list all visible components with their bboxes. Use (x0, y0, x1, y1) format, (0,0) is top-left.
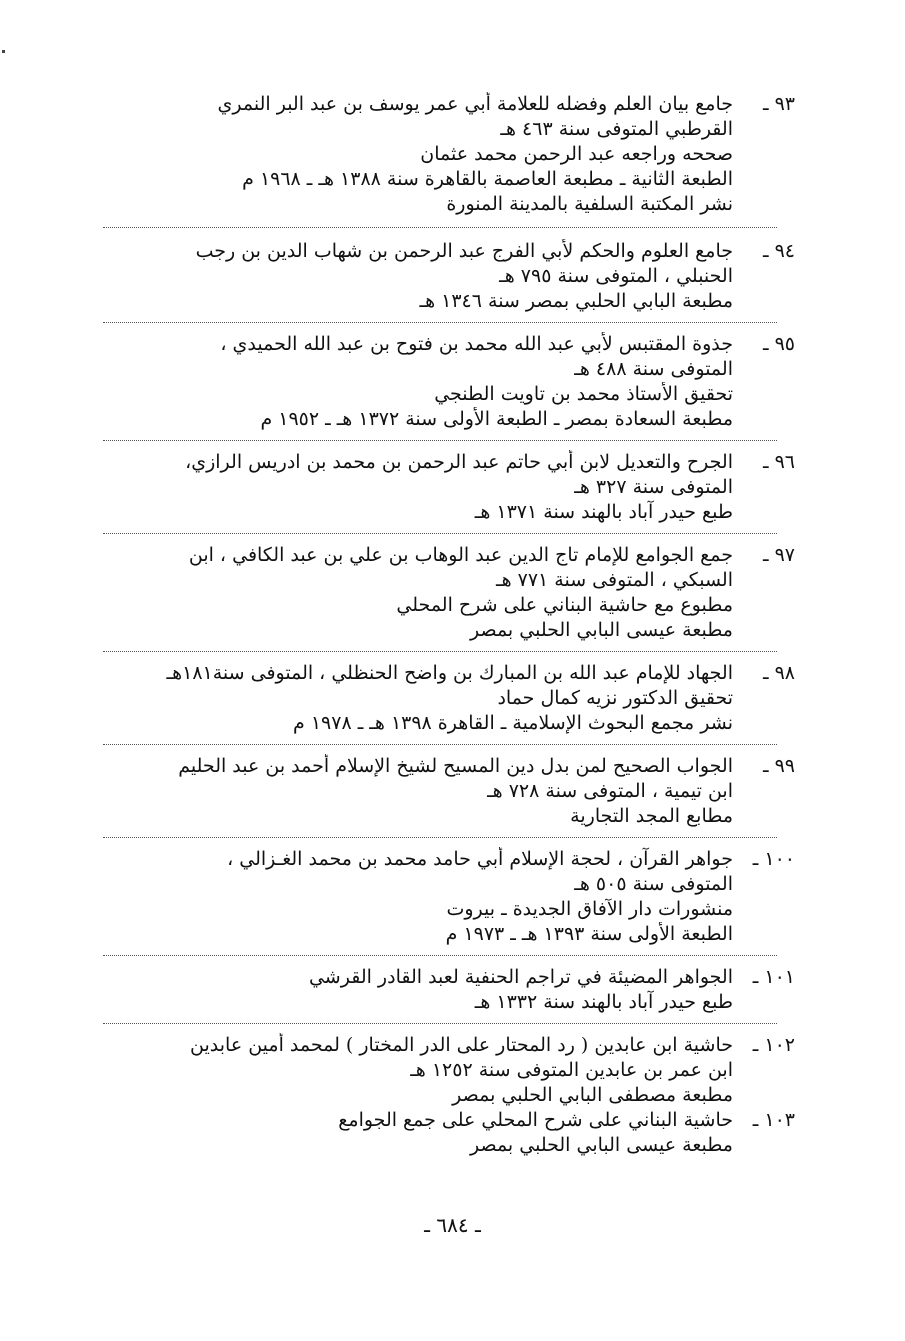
entry-detail-line: تحقيق الأستاذ محمد بن تاويت الطنجي (434, 383, 733, 405)
entry-detail-line: مطبعة عيسى البابي الحلبي بمصر (469, 1134, 733, 1156)
entry-detail-line: مطبعة عيسى البابي الحلبي بمصر (469, 619, 733, 641)
entry-title-line: جواهر القرآن ، لحجة الإسلام أبي حامد محمد بن محمد الغـزالي ، (227, 848, 733, 870)
entry-detail-line: الطبعة الأولى سنة ١٣٩٣ هـ ـ ١٩٧٣ م (445, 923, 733, 945)
bibliography-entry (95, 543, 795, 643)
bibliography-entry (95, 450, 795, 525)
entry-number: ٩٦ ـ (762, 451, 795, 473)
entry-title-line: الجرح والتعديل لابن أبي حاتم عبد الرحمن بن محمد بن ادريس الرازي، (185, 451, 733, 473)
bibliography-entry (95, 847, 795, 947)
entry-divider (103, 955, 777, 957)
entry-title-line: جذوة المقتبس لأبي عبد الله محمد بن فتوح بن عبد الله الحميدي ، (220, 333, 733, 355)
entry-divider (103, 837, 777, 839)
bibliography-entry (95, 332, 795, 432)
entry-detail-line: نشر مجمع البحوث الإسلامية ـ القاهرة ١٣٩٨ هـ ـ ١٩٧٨ م (293, 712, 733, 734)
entry-detail-line: صححه وراجعه عبد الرحمن محمد عثمان (420, 143, 733, 165)
entry-detail-line: مطبعة البابي الحلبي بمصر سنة ١٣٤٦ هـ (419, 290, 733, 312)
entry-number: ٩٣ ـ (762, 93, 795, 115)
entry-detail-line: السبكي ، المتوفى سنة ٧٧١ هـ (496, 569, 733, 591)
entry-title-line: جامع العلوم والحكم لأبي الفرج عبد الرحمن بن شهاب الدين بن رجب (195, 240, 733, 262)
entry-detail-line: المتوفى سنة ٣٢٧ هـ (574, 476, 733, 498)
entry-number: ١٠٠ ـ (752, 848, 795, 870)
entry-number: ١٠٢ ـ (752, 1034, 795, 1056)
bibliography-entry (95, 661, 795, 736)
entry-detail-line: طبع حيدر آباد بالهند سنة ١٣٣٢ هـ (474, 991, 733, 1013)
entry-detail-line: القرطبي المتوفى سنة ٤٦٣ هـ (500, 118, 733, 140)
bibliography-entry (95, 92, 795, 217)
entry-detail-line: ابن عمر بن عابدين المتوفى سنة ١٢٥٢ هـ (410, 1059, 733, 1081)
entry-detail-line: مطبعة مصطفى البابي الحلبي بمصر (452, 1084, 733, 1106)
entry-detail-line: مطبعة السعادة بمصر ـ الطبعة الأولى سنة ١٣٧٢ هـ ـ ١٩٥٢ م (260, 408, 733, 430)
bibliography-entry (95, 1108, 795, 1158)
margin-mark (2, 50, 5, 53)
page-number: ـ ٦٨٤ ـ (424, 1213, 481, 1237)
entry-divider (103, 744, 777, 746)
entry-title-line: الجهاد للإمام عبد الله بن المبارك بن واضح الحنظلي ، المتوفى سنة١٨١هـ (166, 662, 733, 684)
entry-detail-line: المتوفى سنة ٤٨٨ هـ (574, 358, 733, 380)
entry-title-line: حاشية البناني على شرح المحلي على جمع الجوامع (338, 1109, 733, 1131)
entry-detail-line: ابن تيمية ، المتوفى سنة ٧٢٨ هـ (487, 780, 733, 802)
bibliography-page (95, 92, 795, 1158)
entry-detail-line: الطبعة الثانية ـ مطبعة العاصمة بالقاهرة سنة ١٣٨٨ هـ ـ ١٩٦٨ م (242, 168, 733, 190)
entry-number: ٩٥ ـ (762, 333, 795, 355)
bibliography-entry (95, 1033, 795, 1108)
entry-number: ٩٧ ـ (762, 544, 795, 566)
entry-detail-line: المتوفى سنة ٥٠٥ هـ (574, 873, 733, 895)
entry-divider (103, 533, 777, 535)
bibliography-entry (95, 239, 795, 314)
bibliography-entry (95, 965, 795, 1015)
entry-number: ٩٨ ـ (762, 662, 795, 684)
entry-detail-line: الحنبلي ، المتوفى سنة ٧٩٥ هـ (499, 265, 733, 287)
entry-detail-line: طبع حيدر آباد بالهند سنة ١٣٧١ هـ (474, 501, 733, 523)
entry-number: ١٠٣ ـ (752, 1109, 795, 1131)
entry-divider (103, 227, 777, 229)
entry-detail-line: مطبوع مع حاشية البناني على شرح المحلي (396, 594, 733, 616)
entry-divider (103, 322, 777, 324)
entry-detail-line: تحقيق الدكتور نزيه كمال حماد (497, 687, 733, 709)
entry-number: ١٠١ ـ (752, 966, 795, 988)
entry-title-line: الجواهر المضيئة في تراجم الحنفية لعبد القادر القرشي (308, 966, 733, 988)
entry-title-line: الجواب الصحيح لمن بدل دين المسيح لشيخ الإسلام أحمد بن عبد الحليم (178, 755, 733, 777)
entry-divider (103, 440, 777, 442)
entry-number: ٩٤ ـ (762, 240, 795, 262)
entry-detail-line: منشورات دار الآفاق الجديدة ـ بيروت (446, 898, 733, 920)
entry-title-line: جامع بيان العلم وفضله للعلامة أبي عمر يوسف بن عبد البر النمري (217, 93, 733, 115)
bibliography-entry (95, 754, 795, 829)
entry-number: ٩٩ ـ (762, 755, 795, 777)
entry-divider (103, 1023, 777, 1025)
entry-detail-line: مطابع المجد التجارية (570, 805, 733, 827)
entry-title-line: جمع الجوامع للإمام تاج الدين عبد الوهاب بن علي بن عبد الكافي ، ابن (188, 544, 733, 566)
entry-detail-line: نشر المكتبة السلفية بالمدينة المنورة (446, 193, 733, 215)
entry-title-line: حاشية ابن عابدين ( رد المحتار على الدر المختار ) لمحمد أمين عابدين (190, 1034, 733, 1056)
entry-divider (103, 651, 777, 653)
